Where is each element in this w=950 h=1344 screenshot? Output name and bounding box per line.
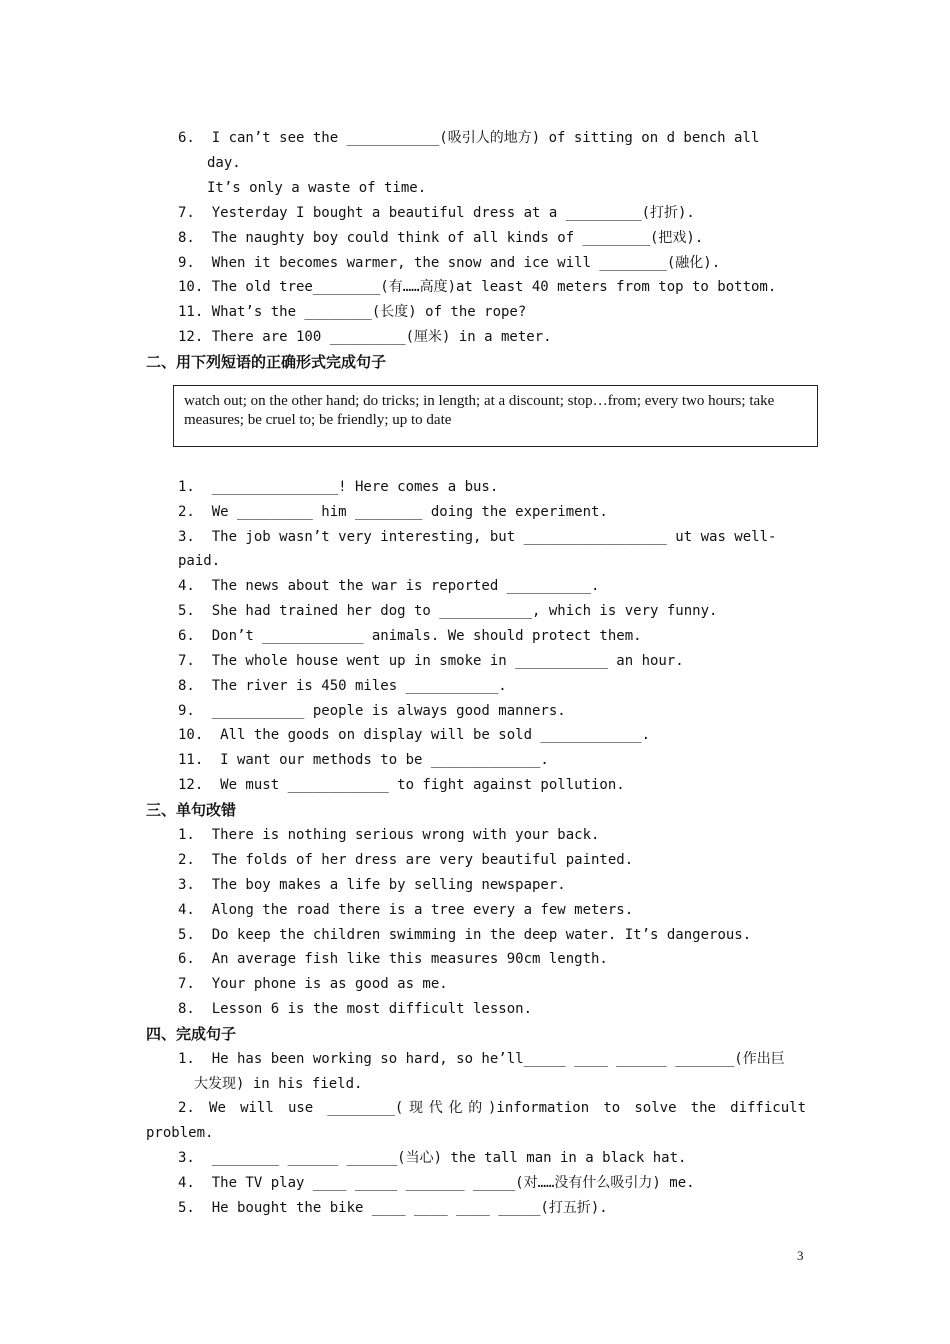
section3-heading: 三、单句改错 (146, 801, 237, 819)
s4-item-5: 5. He bought the bike ____ ____ ____ _____(打五折). (178, 1200, 608, 1216)
s3-item-3: 3. The boy makes a life by selling newspaper. (178, 877, 566, 893)
s2-item-4: 4. The news about the war is reported __________. (178, 578, 600, 594)
s2-item-10: 10. All the goods on display will be sold ____________. (178, 727, 651, 743)
s3-item-6: 6. An average fish like this measures 90cm length. (178, 951, 608, 967)
s1-item-10: 10. The old tree________(有……高度)at least 40 meters from top to bottom. (178, 279, 777, 295)
s2-item-5: 5. She had trained her dog to ___________, which is very funny. (178, 603, 718, 619)
s4-item-4: 4. The TV play ____ _____ _______ _____(对……没有什么吸引力) me. (178, 1175, 695, 1191)
s1-item-12: 12. There are 100 _________(厘米) in a meter. (178, 329, 552, 345)
s2-item-9: 9. ___________ people is always good manners. (178, 703, 566, 719)
s3-item-1: 1. There is nothing serious wrong with your back. (178, 827, 600, 843)
s4-item-2: 2. We will use ________(现代化的)information to solve the difficult problem. (146, 1100, 806, 1141)
s3-item-5: 5. Do keep the children swimming in the deep water. It’s dangerous. (178, 927, 752, 943)
s1-item-7: 7. Yesterday I bought a beautiful dress at a _________(打折). (178, 205, 695, 221)
s2-item-7: 7. The whole house went up in smoke in ___________ an hour. (178, 653, 684, 669)
s2-item-12: 12. We must ____________ to fight against pollution. (178, 777, 625, 793)
s1-item-6-wrap: day. (207, 155, 241, 171)
s2-item-2: 2. We _________ him ________ doing the experiment. (178, 504, 608, 520)
s2-item-3-wrap: paid. (178, 553, 221, 569)
s2-item-11: 11. I want our methods to be _____________. (178, 752, 549, 768)
section4-heading: 四、完成句子 (146, 1025, 237, 1043)
section2-heading: 二、用下列短语的正确形式完成句子 (146, 353, 387, 371)
s4-item-3: 3. ________ ______ ______(当心) the tall man in a black hat. (178, 1150, 687, 1166)
s3-item-4: 4. Along the road there is a tree every a few meters. (178, 902, 634, 918)
s1-item-11: 11. What’s the ________(长度) of the rope? (178, 304, 527, 320)
s1-item-6-line2: It’s only a waste of time. (207, 180, 427, 196)
s2-item-6: 6. Don’t ____________ animals. We should protect them. (178, 628, 642, 644)
s3-item-7: 7. Your phone is as good as me. (178, 976, 448, 992)
s2-item-3: 3. The job wasn’t very interesting, but _________________ ut was well- (178, 529, 777, 545)
s2-item-8: 8. The river is 450 miles ___________. (178, 678, 507, 694)
s2-item-1: 1. _______________! Here comes a bus. (178, 479, 499, 495)
s1-item-6: 6. I can’t see the ___________(吸引人的地方) of sitting on d bench all (178, 130, 760, 146)
s3-item-8: 8. Lesson 6 is the most difficult lesson. (178, 1001, 533, 1017)
phrase-box: watch out; on the other hand; do tricks; in length; at a discount; stop…from; every two hours; take measures; be cruel to; be friendly; up to date (173, 385, 818, 447)
s4-item-1-wrap: 大发现) in his field. (194, 1076, 363, 1092)
s3-item-2: 2. The folds of her dress are very beautiful painted. (178, 852, 634, 868)
s4-item-1: 1. He has been working so hard, so he’ll_____ ____ ______ _______(作出巨 (178, 1051, 785, 1067)
s1-item-8: 8. The naughty boy could think of all kinds of ________(把戏). (178, 230, 704, 246)
s1-item-9: 9. When it becomes warmer, the snow and ice will ________(融化). (178, 255, 721, 271)
page-number: 3 (797, 1248, 804, 1263)
